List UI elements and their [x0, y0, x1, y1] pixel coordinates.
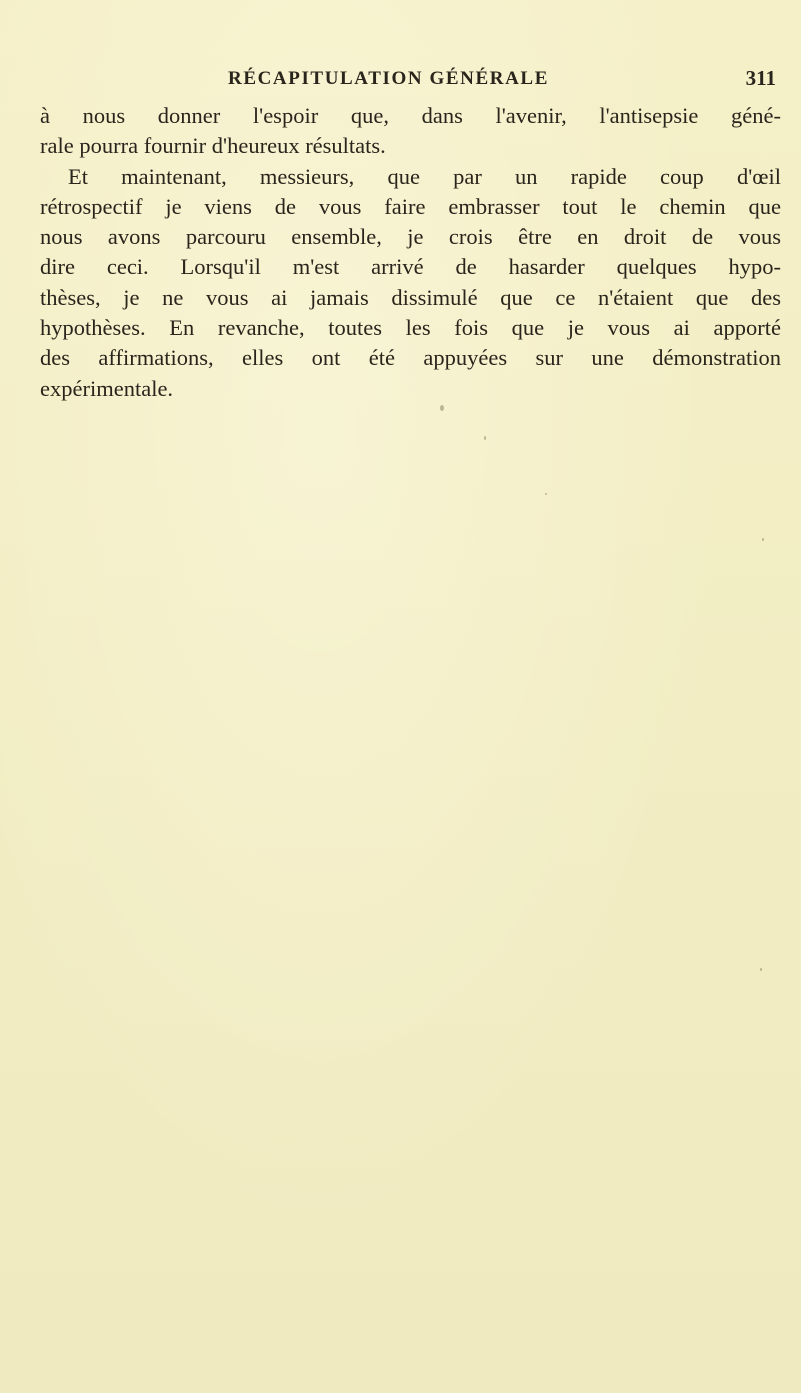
text-line: nous avons parcouru ensemble, je crois être en droit de vous: [40, 224, 781, 250]
text-line: des affirmations, elles ont été appuyées sur une démonstration: [40, 345, 781, 371]
text-line: hypothèses. En revanche, toutes les fois que je vous ai apporté: [40, 315, 781, 341]
text-line: rale pourra fournir d'heureux résultats.: [40, 133, 386, 159]
text-line: rétrospectif je viens de vous faire embrasser tout le chemin que: [40, 193, 781, 219]
paper-speck: [440, 405, 444, 411]
paper-speck: [484, 436, 486, 440]
text-line: expérimentale.: [40, 375, 174, 401]
paper-speck: [762, 538, 764, 541]
running-head-title: RÉCAPITULATION GÉNÉRALE: [228, 68, 549, 89]
running-head: [40, 66, 781, 92]
paper-speck: [760, 968, 762, 971]
text-line: Et maintenant, messieurs, que par un rapide coup d'œil: [68, 163, 781, 189]
paper-speck: [545, 493, 547, 495]
page-number: 311: [745, 66, 776, 90]
text-line: à nous donner l'espoir que, dans l'avenir, l'antisepsie géné-: [40, 103, 781, 128]
body-text: [40, 101, 781, 404]
text-line: thèses, je ne vous ai jamais dissimulé que ce n'étaient que des: [40, 284, 781, 310]
text-line: dire ceci. Lorsqu'il m'est arrivé de hasarder quelques hypo-: [40, 254, 781, 280]
